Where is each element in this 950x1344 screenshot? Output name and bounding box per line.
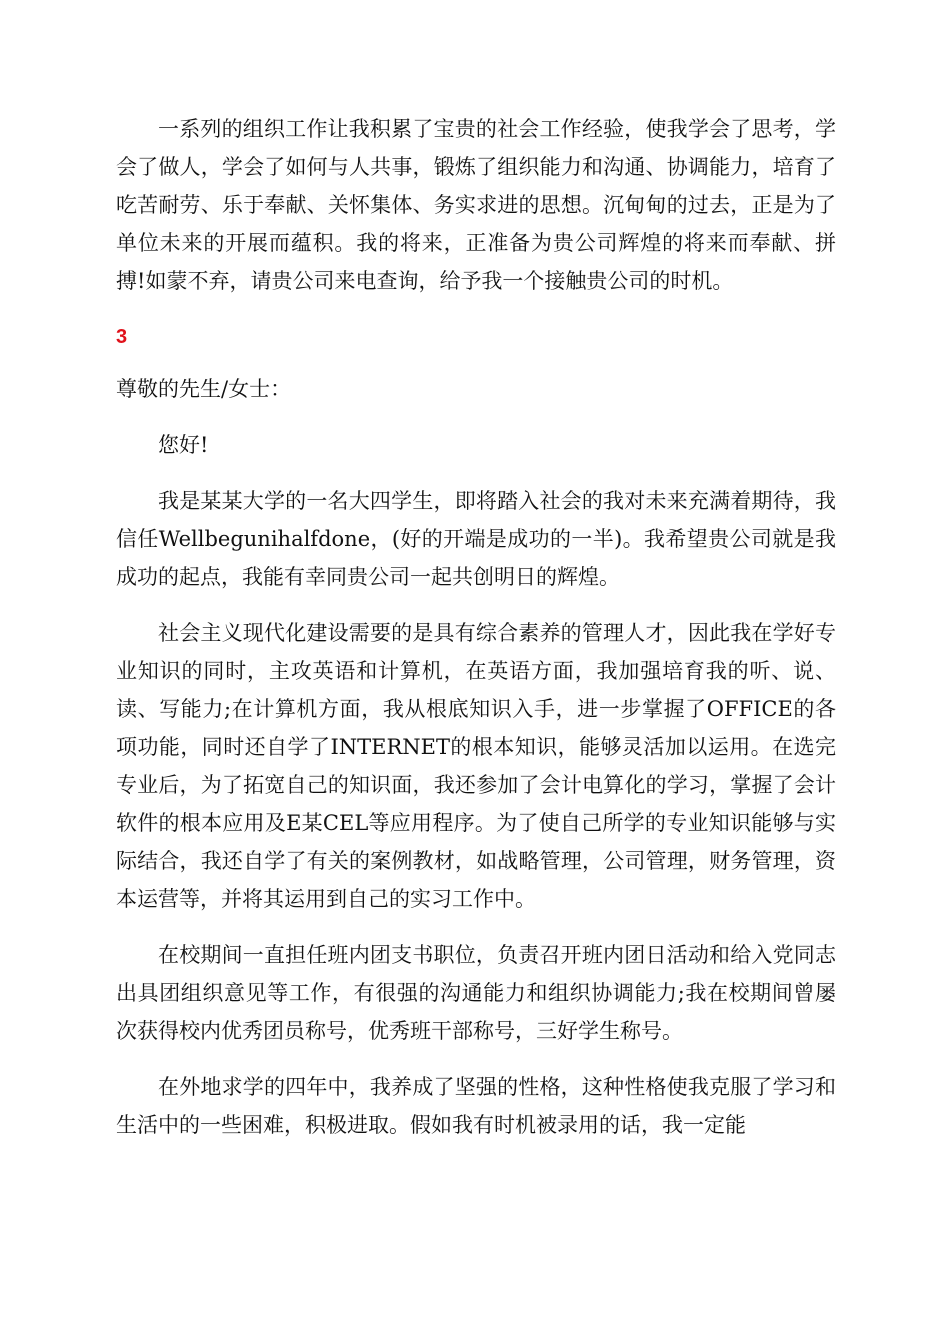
paragraph-continued: 一系列的组织工作让我积累了宝贵的社会工作经验，使我学会了思考，学会了做人，学会了如何与人共事，锻炼了组织能力和沟通、协调能力，培育了吃苦耐劳、乐于奉献、关怀集体、务实求进的思想。沉甸甸的过去，正是为了单位未来的开展而蕴积。我的将来，正准备为贵公司辉煌的将来而奉献、拼搏!如蒙不弃，请贵公司来电查询，给予我一个接触贵公司的时机。 (116, 117, 836, 293)
salutation: 尊敬的先生/女士： (116, 377, 292, 401)
document-page (116, 110, 836, 1162)
section-number: 3 (116, 326, 128, 348)
paragraph: 社会主义现代化建设需要的是具有综合素养的管理人才，因此我在学好专业知识的同时，主攻英语和计算机，在英语方面，我加强培育我的听、说、读、写能力;在计算机方面，我从根底知识入手，进一步掌握了OFFICE的各项功能，同时还自学了INTERNET的根本知识，能够灵活加以运用。在选完专业后，为了拓宽自己的知识面，我还参加了会计电算化的学习，掌握了会计软件的根本应用及E某CEL等应用程序。为了使自己所学的专业知识能够与实际结合，我还自学了有关的案例教材，如战略管理，公司管理，财务管理，资本运营等，并将其运用到自己的实习工作中。 (116, 621, 836, 911)
paragraph: 在校期间一直担任班内团支书职位，负责召开班内团日活动和给入党同志出具团组织意见等工作，有很强的沟通能力和组织协调能力;我在校期间曾屡次获得校内优秀团员称号，优秀班干部称号，三好学生称号。 (116, 943, 836, 1043)
paragraph: 在外地求学的四年中，我养成了坚强的性格，这种性格使我克服了学习和生活中的一些困难，积极进取。假如我有时机被录用的话，我一定能 (116, 1075, 836, 1137)
paragraph: 我是某某大学的一名大四学生，即将踏入社会的我对未来充满着期待，我信任Wellbegunihalfdone，(好的开端是成功的一半)。我希望贵公司就是我成功的起点，我能有幸同贵公司一起共创明日的辉煌。 (116, 489, 836, 589)
greeting: 您好! (158, 433, 209, 457)
